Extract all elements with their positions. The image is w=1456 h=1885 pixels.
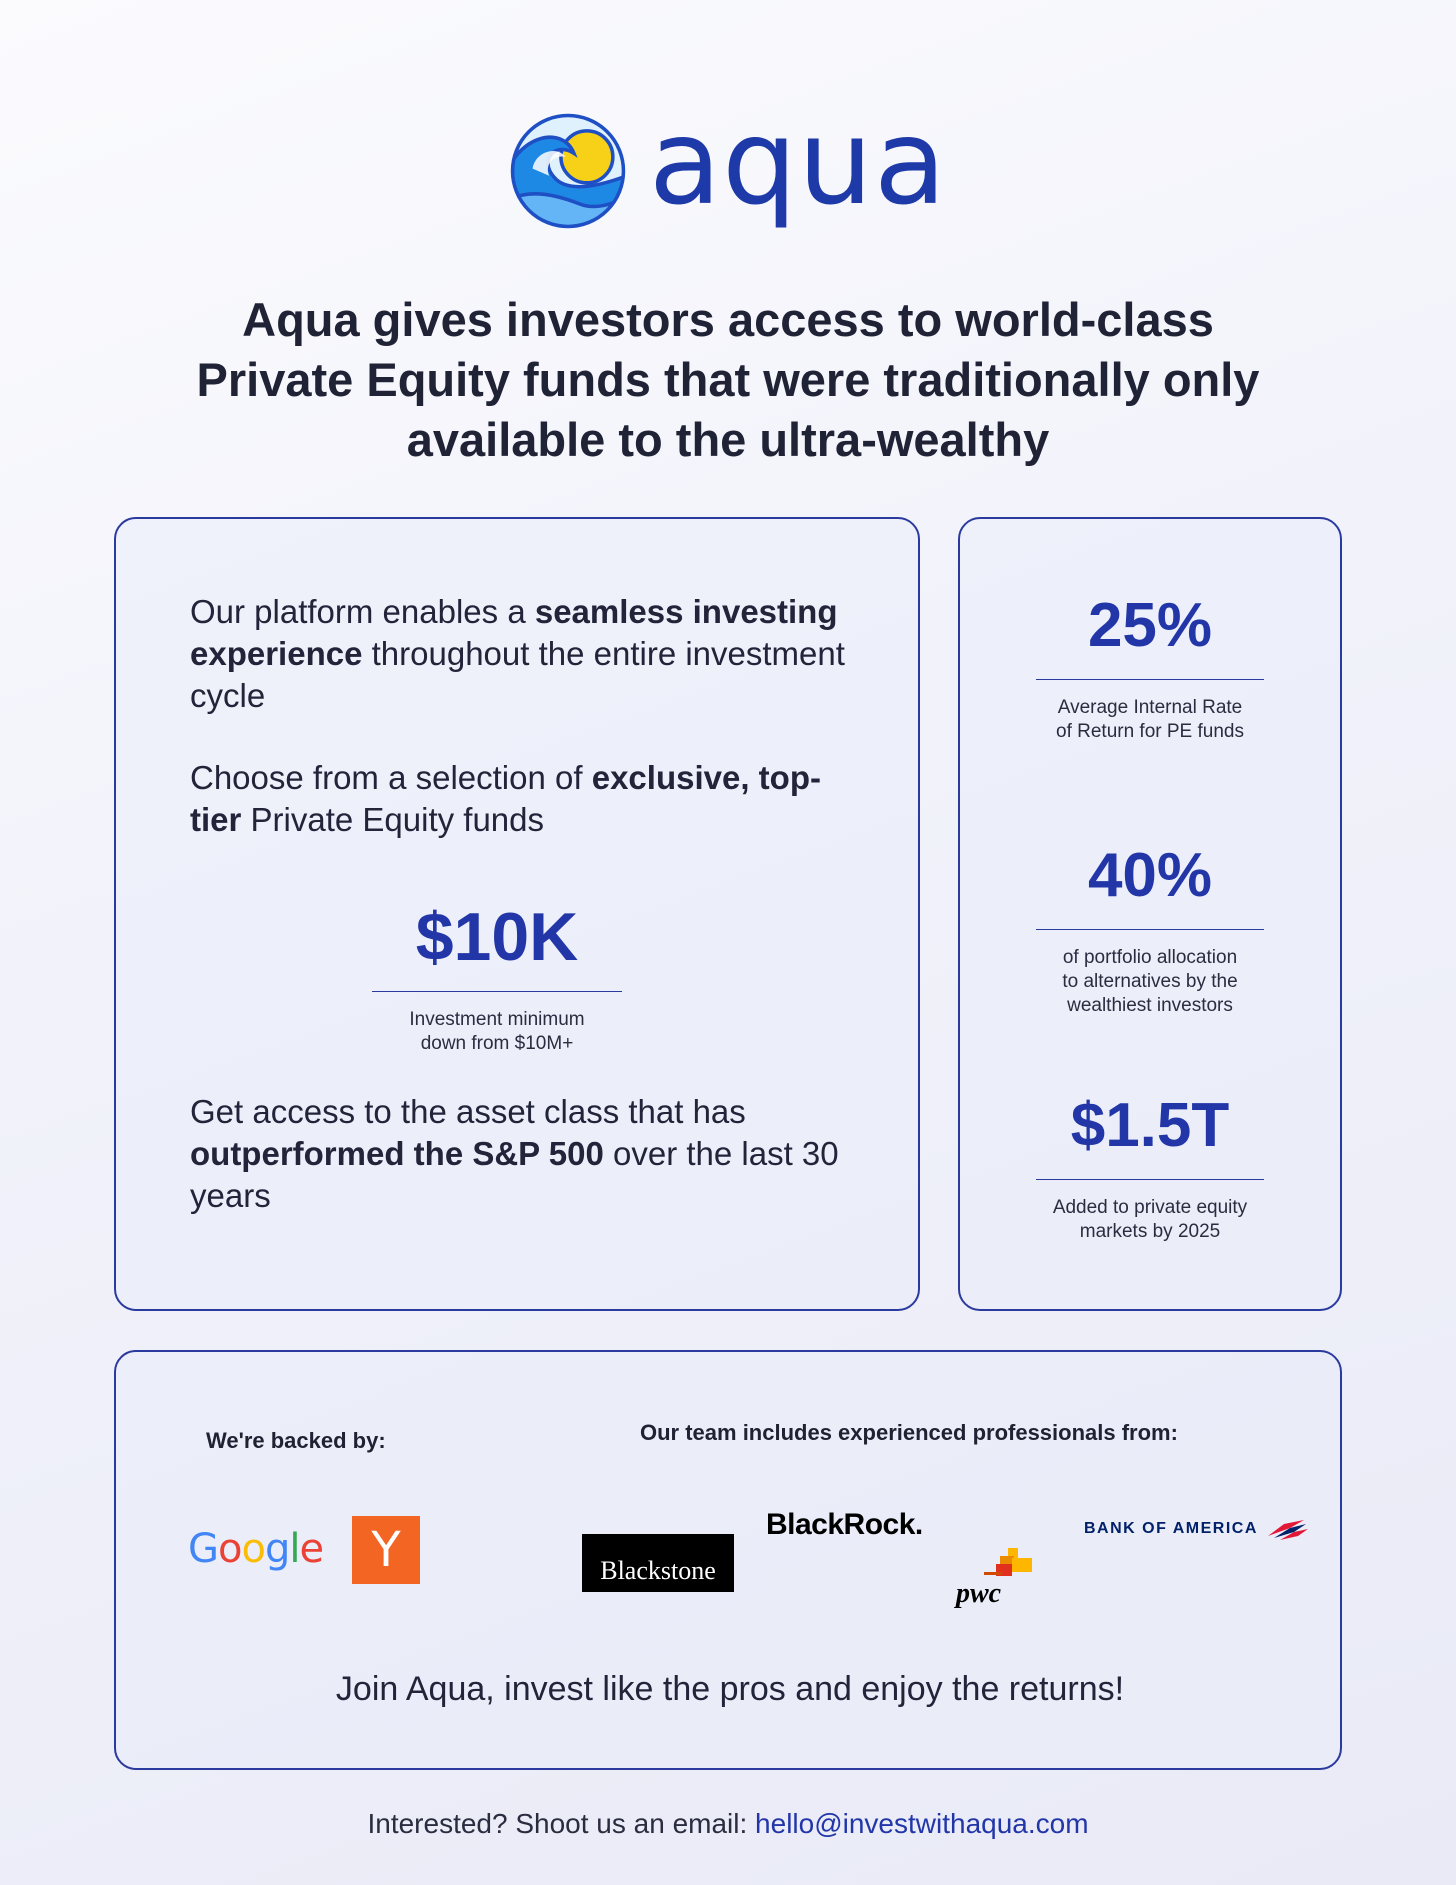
wave-sun-icon xyxy=(509,112,627,230)
stat-label-line: Added to private equity xyxy=(1052,1197,1248,1218)
investment-minimum-stat xyxy=(372,899,622,1056)
feature-text: over the last 30 years xyxy=(190,1135,839,1214)
stat-label xyxy=(1036,696,1264,744)
stats-card xyxy=(958,517,1342,1311)
email-link[interactable]: hello@investwithaqua.com xyxy=(755,1808,1089,1839)
stat-label-line: markets by 2025 xyxy=(1079,1221,1221,1242)
feature-text: Get access to the asset class that has xyxy=(190,1093,746,1130)
headline-line: Aqua gives investors access to world-class xyxy=(242,293,1214,346)
feature-highlight: exclusive, top-tier xyxy=(190,759,821,838)
bank-of-america-logo xyxy=(1084,1518,1308,1540)
stat-label-line: Investment minimum xyxy=(409,1009,585,1030)
team-title: Our team includes experienced professionals from: xyxy=(640,1420,1178,1445)
stat-label-line: of Return for PE funds xyxy=(1056,721,1244,742)
call-to-action: Join Aqua, invest like the pros and enjoy the returns! xyxy=(335,1670,1125,1708)
pwc-wordmark: pwc xyxy=(956,1578,1002,1609)
stat-label-line: of portfolio allocation xyxy=(1062,947,1238,968)
stat-label-line: down from $10M+ xyxy=(420,1033,574,1054)
stat-value: $10K xyxy=(415,899,579,975)
stat-label-line: to alternatives by the xyxy=(1062,971,1238,992)
stat-label xyxy=(1036,946,1264,1018)
stat-market-growth xyxy=(1036,1091,1264,1244)
brand-wordmark: aqua xyxy=(648,93,948,231)
blackrock-logo: BlackRock. xyxy=(766,1508,923,1541)
feature-seamless xyxy=(190,591,870,717)
stat-label xyxy=(372,1008,622,1056)
ycombinator-logo: Y xyxy=(352,1516,420,1584)
stat-allocation xyxy=(1036,841,1264,1018)
feature-text: Our platform enables a xyxy=(190,593,535,630)
boa-flag-icon xyxy=(1264,1518,1308,1540)
stat-label-line: wealthiest investors xyxy=(1067,995,1233,1016)
feature-highlight: outperformed the S&P 500 xyxy=(190,1135,604,1172)
backed-by-title: We're backed by: xyxy=(206,1428,386,1453)
partners-card xyxy=(114,1350,1342,1770)
stat-label-line: Average Internal Rate xyxy=(1057,697,1243,718)
stat-divider xyxy=(372,991,622,992)
feature-exclusive xyxy=(190,757,870,841)
stat-value: $1.5T xyxy=(1070,1091,1230,1160)
google-logo: Google xyxy=(188,1526,324,1572)
feature-highlight: seamless investing experience xyxy=(190,593,838,672)
feature-text: throughout the entire investment cycle xyxy=(190,635,845,714)
feature-text: Private Equity funds xyxy=(241,801,545,838)
stat-divider xyxy=(1036,679,1264,680)
feature-text: Choose from a selection of xyxy=(190,759,592,796)
stat-label xyxy=(1036,1196,1264,1244)
stat-irr xyxy=(1036,591,1264,744)
brand-logo xyxy=(0,93,1456,231)
boa-wordmark: BANK OF AMERICA xyxy=(1084,1520,1258,1537)
pwc-blocks-icon xyxy=(956,1548,1040,1582)
stat-divider xyxy=(1036,929,1264,930)
page-headline xyxy=(80,290,1376,470)
stat-divider xyxy=(1036,1179,1264,1180)
footer-text: Interested? Shoot us an email: xyxy=(367,1808,756,1839)
stat-value: 25% xyxy=(1087,591,1213,660)
footer-contact xyxy=(0,1808,1456,1840)
pwc-logo xyxy=(956,1548,1040,1610)
feature-outperformed xyxy=(190,1091,870,1217)
features-card xyxy=(114,517,920,1311)
stat-value: 40% xyxy=(1087,841,1213,910)
headline-line: available to the ultra-wealthy xyxy=(406,413,1050,466)
blackstone-logo: Blackstone xyxy=(582,1534,734,1592)
headline-line: Private Equity funds that were traditionally only xyxy=(196,353,1260,406)
